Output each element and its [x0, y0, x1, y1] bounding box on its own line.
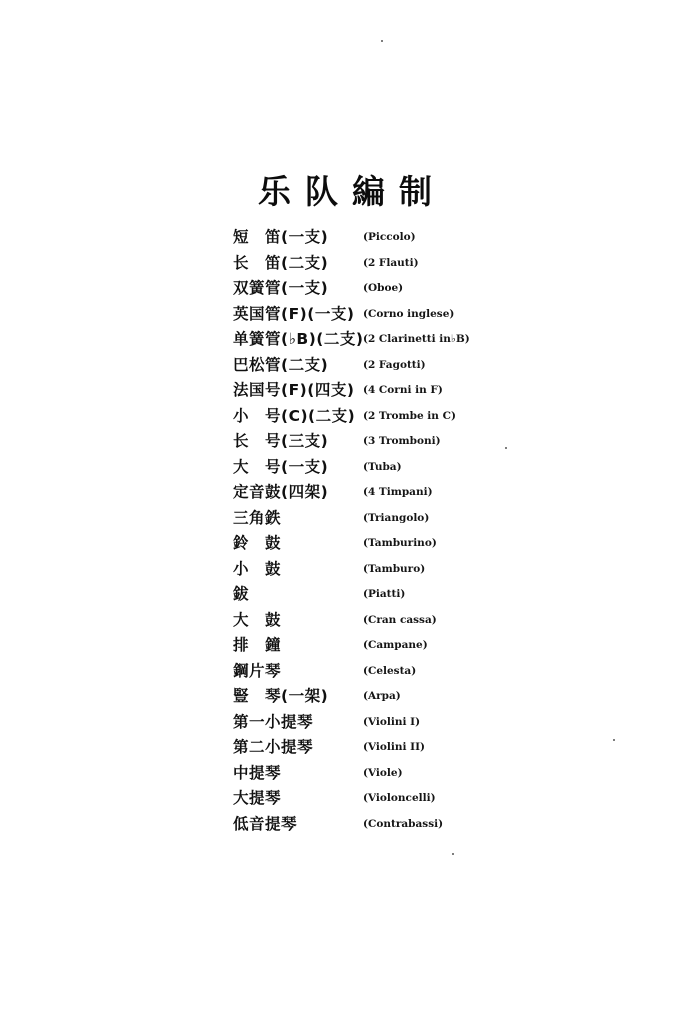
instrument-name-italian: (Tamburo): [363, 562, 426, 575]
instrument-name-chinese: 低音提琴: [233, 814, 298, 833]
instrument-name-chinese: 小 号(C)(二支): [233, 406, 356, 425]
instrument-name-chinese: 豎 琴(一架): [233, 687, 329, 705]
instrument-name-italian: (2 Clarinetti in♭B): [363, 333, 470, 345]
instrument-row: [233, 379, 493, 405]
instrument-row: [233, 303, 493, 329]
instrument-name-italian: (Violini II): [363, 741, 425, 753]
instrument-name-italian: (Corno inglese): [363, 307, 455, 320]
instrument-name-chinese: 定音鼓(四架): [233, 483, 329, 501]
instrument-name-chinese: 第二小提琴: [233, 738, 314, 756]
instrument-name-chinese: 短 笛(一支): [233, 228, 329, 246]
instrument-row: [233, 634, 493, 660]
page-title: 乐队編制: [258, 172, 446, 211]
instrument-name-italian: (Campane): [363, 639, 428, 651]
instrument-name-italian: (3 Tromboni): [363, 435, 441, 447]
instrument-name-chinese: 大 号(一支): [233, 457, 329, 476]
instrument-name-chinese: 英国管(F)(一支): [233, 304, 355, 323]
instrument-name-chinese: 三角鉄: [233, 508, 282, 527]
scan-speck: [452, 853, 454, 855]
instrument-name-italian: (Cran cassa): [363, 613, 437, 626]
instrument-name-italian: (Violoncelli): [363, 792, 436, 804]
instrument-name-italian: (Tamburino): [363, 537, 437, 549]
instrument-row: [233, 736, 493, 762]
instrument-name-chinese: 单簧管(♭B)(二支): [233, 330, 364, 348]
instrument-row: [233, 226, 493, 252]
instrument-name-chinese: 鋼片琴: [233, 661, 282, 680]
instrument-row: [233, 583, 493, 609]
instrument-row: [233, 456, 493, 482]
instrument-row: [233, 354, 493, 380]
instrument-name-italian: (Viole): [363, 766, 403, 779]
instrument-name-italian: (Tuba): [363, 460, 402, 473]
instrument-name-italian: (Piccolo): [363, 231, 416, 243]
instrument-row: [233, 507, 493, 533]
instrument-name-italian: (Celesta): [363, 664, 417, 677]
instrument-row: [233, 430, 493, 456]
instrument-row: [233, 481, 493, 507]
instrument-row: [233, 813, 493, 839]
instrument-name-italian: (Triangolo): [363, 511, 430, 524]
instrument-name-chinese: 长 笛(二支): [233, 253, 329, 272]
instrument-row: [233, 252, 493, 278]
scan-speck: [613, 739, 615, 741]
instrument-name-chinese: 第一小提琴: [233, 712, 314, 731]
instrument-name-chinese: 长 号(三支): [233, 432, 329, 450]
instrument-row: [233, 711, 493, 737]
instrument-row: [233, 660, 493, 686]
instrument-row: [233, 787, 493, 813]
scan-speck: [381, 40, 383, 42]
instrument-row: [233, 762, 493, 788]
instrument-name-italian: (Violini I): [363, 715, 421, 728]
instrument-row: [233, 532, 493, 558]
instrument-name-italian: (2 Trombe in C): [363, 409, 456, 422]
instrument-name-chinese: 双簧管(一支): [233, 279, 329, 297]
instrument-name-chinese: 鈴 鼓: [233, 534, 282, 552]
instrument-name-italian: (Arpa): [363, 690, 401, 702]
instrument-name-chinese: 大 鼓: [233, 610, 282, 629]
instrument-name-italian: (Piatti): [363, 588, 406, 600]
instrument-name-italian: (Oboe): [363, 282, 404, 294]
scan-speck: [505, 447, 507, 449]
instrument-name-italian: (2 Flauti): [363, 256, 419, 269]
instrument-row: [233, 558, 493, 584]
instrument-name-italian: (4 Timpani): [363, 486, 433, 498]
instrument-name-italian: (4 Corni in F): [363, 384, 443, 396]
instrument-name-italian: (Contrabassi): [363, 817, 444, 830]
instrument-name-chinese: 小 鼓: [233, 559, 282, 578]
instrument-name-chinese: 巴松管(二支): [233, 355, 329, 374]
instrument-name-chinese: 鈸: [233, 585, 250, 603]
instrument-row: [233, 685, 493, 711]
instrument-row: [233, 609, 493, 635]
instrument-row: [233, 277, 493, 303]
instrument-row: [233, 328, 493, 354]
instrument-name-chinese: 排 鐘: [233, 636, 282, 654]
instrument-name-chinese: 法国号(F)(四支): [233, 381, 355, 399]
instrument-name-chinese: 大提琴: [233, 789, 282, 807]
instrument-row: [233, 405, 493, 431]
instrument-name-italian: (2 Fagotti): [363, 358, 426, 371]
instrument-name-chinese: 中提琴: [233, 763, 282, 782]
instrumentation-list: [233, 226, 493, 838]
